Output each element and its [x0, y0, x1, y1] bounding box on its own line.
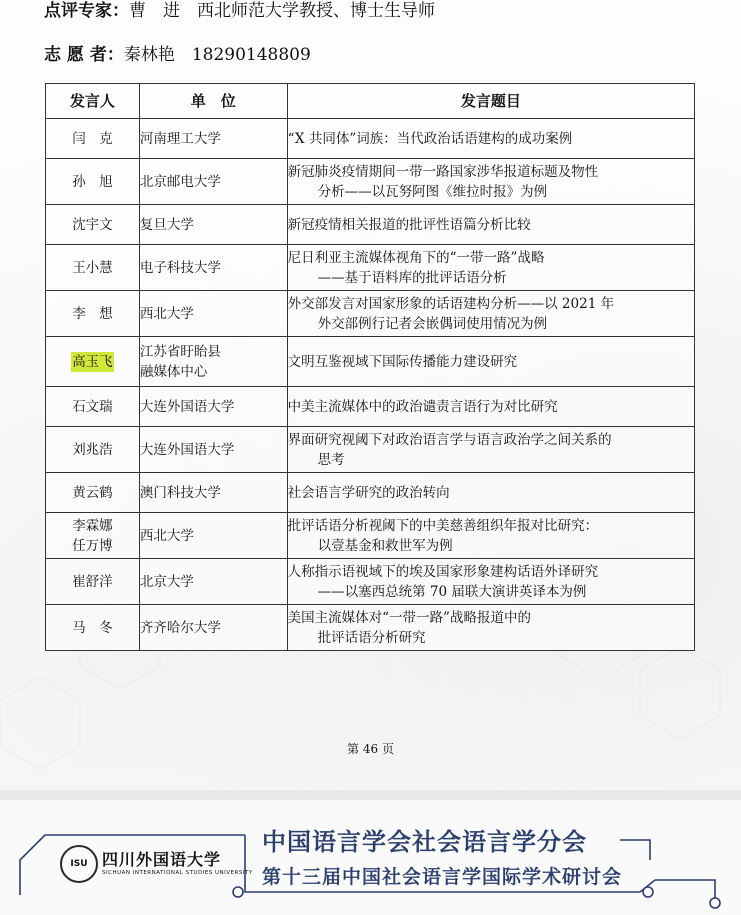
- unit-line: 齐齐哈尔大学: [139, 619, 221, 636]
- topic-line: 社会语言学研究的政治转向: [287, 484, 450, 501]
- topic-line: 美国主流媒体对“一带一路”战略报道中的: [287, 609, 531, 626]
- speaker-cell: [46, 605, 140, 651]
- speaker-name: 高玉飞: [72, 353, 113, 370]
- unit-cell: [139, 605, 287, 651]
- topic-cell: [287, 119, 694, 159]
- speaker-cell: [46, 473, 140, 513]
- speaker-name: 孙 旭: [72, 173, 113, 190]
- unit-line: 大连外国语大学: [139, 398, 235, 415]
- reviewer-line: [44, 0, 435, 21]
- topic-cell: [287, 559, 694, 605]
- topic-cell: [287, 337, 694, 387]
- topic-cell: [287, 387, 694, 427]
- header-topic: 发言题目: [287, 84, 694, 119]
- unit-line: 北京邮电大学: [139, 173, 221, 190]
- header-speaker: 发言人: [46, 84, 140, 119]
- table-row: [46, 159, 695, 205]
- speaker-cell: [46, 387, 140, 427]
- topic-line: 外交部发言对国家形象的话语建构分析——以 2021 年: [287, 295, 615, 312]
- speaker-cell: [46, 513, 140, 559]
- speaker-cell: [46, 427, 140, 473]
- reviewer-label: 点评专家：: [44, 1, 129, 21]
- unit-cell: [139, 159, 287, 205]
- footer-banner: [0, 790, 741, 915]
- unit-line: 大连外国语大学: [139, 441, 235, 458]
- topic-line: 外交部例行记者会嵌偶词使用情况为例: [317, 315, 548, 332]
- university-name-en: SICHUAN INTERNATIONAL STUDIES UNIVERSITY: [102, 870, 253, 876]
- speaker-name: 闫 克: [72, 130, 113, 147]
- header-unit: 单 位: [139, 84, 287, 119]
- topic-line: 界面研究视阈下对政治语言学与语言政治学之间关系的: [287, 431, 612, 448]
- table-row: [46, 291, 695, 337]
- table-row: [46, 559, 695, 605]
- speaker-name: 崔舒洋: [72, 573, 113, 590]
- unit-cell: [139, 245, 287, 291]
- conference-title: 中国语言学会社会语言学分会: [262, 828, 587, 856]
- unit-line: 西北大学: [139, 305, 194, 322]
- table-row: [46, 337, 695, 387]
- speaker-name: 石文瑞: [72, 398, 113, 415]
- unit-line: 西北大学: [139, 527, 194, 544]
- speaker-cell: [46, 119, 140, 159]
- unit-line: 融媒体中心: [139, 363, 208, 380]
- unit-line: 江苏省盱眙县: [139, 343, 221, 360]
- speaker-cell: [46, 337, 140, 387]
- table-row: [46, 473, 695, 513]
- unit-line: 北京大学: [139, 573, 194, 590]
- topic-cell: [287, 291, 694, 337]
- topic-line: 人称指示语视域下的埃及国家形象建构话语外译研究: [287, 563, 599, 580]
- unit-cell: [139, 387, 287, 427]
- reviewer-value: 曹 进 西北师范大学教授、博士生导师: [129, 1, 435, 21]
- speaker-name: 李霖娜: [72, 517, 113, 534]
- speaker-name: 李 想: [72, 305, 113, 322]
- table-body: [46, 119, 695, 651]
- unit-line: 电子科技大学: [139, 259, 221, 276]
- speaker-cell: [46, 205, 140, 245]
- unit-cell: [139, 205, 287, 245]
- topic-cell: [287, 159, 694, 205]
- table-row: [46, 387, 695, 427]
- speaker-cell: [46, 559, 140, 605]
- page-number: 第 46 页: [347, 742, 394, 756]
- topic-cell: [287, 245, 694, 291]
- topic-cell: [287, 473, 694, 513]
- unit-cell: [139, 119, 287, 159]
- topic-line: 批评话语分析视阈下的中美慈善组织年报对比研究：: [287, 517, 599, 534]
- topic-line: 新冠疫情相关报道的批评性语篇分析比较: [287, 216, 531, 233]
- speaker-name: 王小慧: [72, 259, 113, 276]
- unit-cell: [139, 559, 287, 605]
- speaker-name: 沈宇文: [72, 216, 113, 233]
- topic-line: 尼日利亚主流媒体视角下的“一带一路”战略: [287, 249, 545, 266]
- topic-cell: [287, 605, 694, 651]
- topic-line: “X 共同体”词族：当代政治话语建构的成功案例: [287, 130, 573, 147]
- unit-line: 澳门科技大学: [139, 484, 221, 501]
- topic-line: 新冠肺炎疫情期间一带一路国家涉华报道标题及物性: [287, 163, 599, 180]
- speaker-name: 黄云鹤: [72, 484, 113, 501]
- topic-line: 分析——以瓦努阿图《维拉时报》为例: [317, 183, 548, 200]
- topic-cell: [287, 513, 694, 559]
- table-row: [46, 605, 695, 651]
- volunteer-label: 志 愿 者：: [44, 45, 124, 65]
- table-row: [46, 513, 695, 559]
- speaker-name: 刘兆浩: [72, 441, 113, 458]
- table-header-row: [46, 84, 695, 119]
- speaker-name: 任万博: [72, 537, 113, 554]
- topic-line: 批评话语分析研究: [317, 629, 426, 646]
- topic-line: ——基于语料库的批评话语分析: [317, 269, 507, 286]
- unit-cell: [139, 427, 287, 473]
- unit-cell: [139, 513, 287, 559]
- topic-line: 以壹基金和救世军为例: [317, 537, 453, 554]
- speaker-cell: [46, 245, 140, 291]
- table-row: [46, 245, 695, 291]
- table-row: [46, 119, 695, 159]
- speaker-cell: [46, 159, 140, 205]
- speaker-name: 马 冬: [72, 619, 113, 636]
- topic-line: 文明互鉴视域下国际传播能力建设研究: [287, 353, 518, 370]
- university-name-cn: 四川外国语大学: [102, 850, 222, 869]
- speaker-cell: [46, 291, 140, 337]
- topic-cell: [287, 427, 694, 473]
- table-row: [46, 427, 695, 473]
- unit-cell: [139, 337, 287, 387]
- table-row: [46, 205, 695, 245]
- topic-line: ——以塞西总统第 70 届联大演讲英译本为例: [317, 583, 587, 600]
- university-logo: ISU: [60, 845, 98, 883]
- topic-line: 思考: [317, 451, 345, 468]
- unit-line: 复旦大学: [139, 216, 194, 233]
- unit-line: 河南理工大学: [139, 130, 221, 147]
- speaker-schedule-table: [45, 83, 695, 651]
- unit-cell: [139, 473, 287, 513]
- topic-line: 中美主流媒体中的政治谴责言语行为对比研究: [287, 398, 558, 415]
- conference-subtitle: 第十三届中国社会语言学国际学术研讨会: [262, 866, 623, 888]
- unit-cell: [139, 291, 287, 337]
- volunteer-value: 秦林艳 18290148809: [123, 45, 311, 65]
- volunteer-line: [44, 40, 311, 65]
- topic-cell: [287, 205, 694, 245]
